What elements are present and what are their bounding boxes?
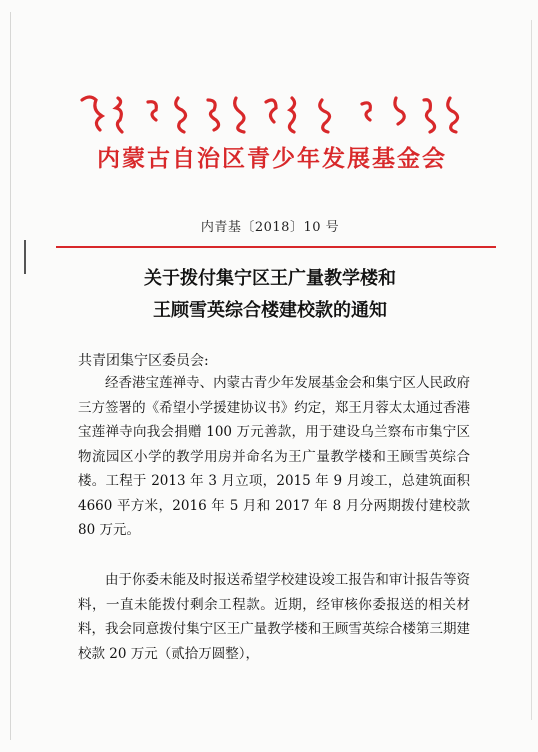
scan-edge-right: [531, 20, 532, 720]
salutation: 共青团集宁区委员会:: [78, 353, 209, 369]
red-separator-line: [56, 246, 496, 248]
scan-edge-left: [10, 12, 11, 740]
organization-name: 内蒙古自治区青少年发展基金会: [97, 145, 447, 172]
body-paragraph-2: 由于你委未能及时报送希望学校建设竣工报告和审计报告等资料，一直未能拨付剩余工程款。近期，经审核你委报送的相关材料，我会同意拨付集宁区王广量教学楼和王顾雪英综合楼第三期建校款 20 万元（贰拾万圆整），: [78, 572, 470, 662]
document-number: 内青基〔2018〕10 号: [200, 220, 340, 235]
document-title-line-2: 王顾雪英综合楼建校款的通知: [153, 300, 387, 321]
margin-mark: [24, 240, 26, 274]
mongolian-script-logo: [78, 92, 466, 136]
body-paragraph-1: 经香港宝莲禅寺、内蒙古青少年发展基金会和集宁区人民政府三方签署的《希望小学援建协议书》约定，郑王月蓉太太通过香港宝莲禅寺向我会捐赠 100 万元善款，用于建设乌兰察布市集宁区物流园区小学的教学用房并命名为王广量教学楼和王顾雪英综合楼。工程于 2013 年 3 月立项，2015 年 9 月竣工，总建筑面积 4660 平方米，2016 年 5 月和 2017 年 8 月分两期拨付建校款 80 万元。: [78, 375, 470, 538]
document-title-line-1: 关于拨付集宁区王广量教学楼和: [144, 268, 396, 289]
